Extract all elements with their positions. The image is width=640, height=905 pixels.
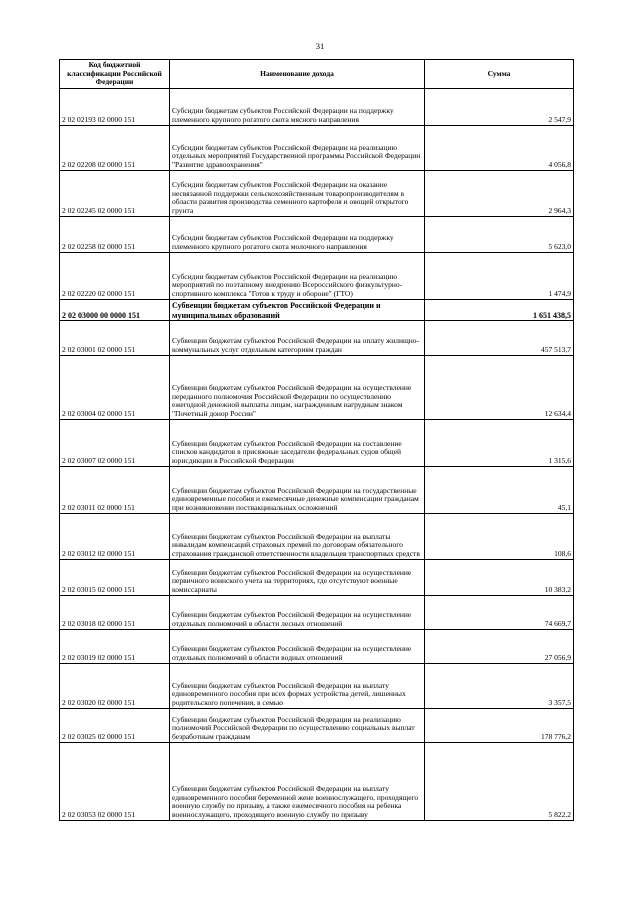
table-row	[60, 253, 574, 300]
income-code: 2 02 03019 02 0000 151	[60, 630, 170, 664]
income-name: Субсидии бюджетам субъектов Российской Федерации на поддержку племенного крупного рогатого скота мясного направления	[170, 89, 425, 126]
table-row	[60, 321, 574, 356]
table-row	[60, 89, 574, 126]
income-code: 2 02 02208 02 0000 151	[60, 126, 170, 171]
income-code: 2 02 03004 02 0000 151	[60, 356, 170, 420]
income-name: Субвенции бюджетам субъектов Российской Федерации на выплаты инвалидам компенсаций страховых премий по договорам обязательного страхования гражданской ответственности владельцев транспортных средств	[170, 514, 425, 560]
income-amount: 108,6	[425, 514, 574, 560]
income-code: 2 02 02193 02 0000 151	[60, 89, 170, 126]
income-code: 2 02 03020 02 0000 151	[60, 664, 170, 709]
table-row	[60, 664, 574, 709]
income-name: Субвенции бюджетам субъектов Российской Федерации на государственные единовременные пособия и ежемесячные денежные компенсации гражданам при возникновении поствакцинальных осложнений	[170, 467, 425, 514]
income-code: 2 02 03018 02 0000 151	[60, 596, 170, 630]
income-name: Субвенции бюджетам субъектов Российской Федерации на осуществление первичного воинского учета на территориях, где отсутствуют военные комиссариаты	[170, 560, 425, 596]
income-amount: 1 651 438,5	[425, 300, 574, 321]
income-code: 2 02 03000 00 0000 151	[60, 300, 170, 321]
income-code: 2 02 03011 02 0000 151	[60, 467, 170, 514]
header-sum: Сумма	[425, 60, 574, 89]
income-name: Субсидии бюджетам субъектов Российской Федерации на поддержку племенного крупного рогатого скота молочного направления	[170, 217, 425, 253]
income-name: Субвенции бюджетам субъектов Российской Федерации на осуществление отдельных полномочий в области лесных отношений	[170, 596, 425, 630]
income-amount: 178 776,2	[425, 709, 574, 743]
table-row	[60, 514, 574, 560]
income-amount: 5 822,2	[425, 743, 574, 821]
income-amount: 1 474,9	[425, 253, 574, 300]
income-code: 2 02 03015 02 0000 151	[60, 560, 170, 596]
income-amount: 45,1	[425, 467, 574, 514]
income-code: 2 02 03025 02 0000 151	[60, 709, 170, 743]
income-code: 2 02 03001 02 0000 151	[60, 321, 170, 356]
table-body	[60, 89, 574, 821]
page-number: 31	[315, 41, 325, 51]
table-header-row	[60, 60, 574, 89]
income-name: Субвенции бюджетам субъектов Российской Федерации на выплату единовременного пособия при всех формах устройства детей, лишенных родительского попечения, в семью	[170, 664, 425, 709]
table-row	[60, 630, 574, 664]
income-code: 2 02 02258 02 0000 151	[60, 217, 170, 253]
table-row	[60, 709, 574, 743]
table-row	[60, 467, 574, 514]
income-amount: 5 623,0	[425, 217, 574, 253]
table-row	[60, 217, 574, 253]
income-amount: 2 964,3	[425, 171, 574, 217]
income-name: Субсидии бюджетам субъектов Российской Федерации на реализацию мероприятий по поэтапному внедрению Всероссийского физкультурно-спортивного комплекса "Готов к труду и обороне" (ГТО)	[170, 253, 425, 300]
income-name: Субвенции бюджетам субъектов Российской Федерации на реализацию полномочий Российской Федерации по осуществлению социальных выплат безработным гражданам	[170, 709, 425, 743]
income-amount: 2 547,9	[425, 89, 574, 126]
income-amount: 1 315,6	[425, 420, 574, 467]
income-code: 2 02 03012 02 0000 151	[60, 514, 170, 560]
income-name: Субвенции бюджетам субъектов Российской Федерации на осуществление переданного полномочия Российской Федерации по осуществлению ежегодной денежной выплаты лицам, награжденным нагрудным знаком "Почетный донор России"	[170, 356, 425, 420]
income-amount: 27 056,9	[425, 630, 574, 664]
income-name: Субсидии бюджетам субъектов Российской Федерации на реализацию отдельных мероприятий Государственной программы Российской Федерации "Развитие здравоохранения"	[170, 126, 425, 171]
income-code: 2 02 03007 02 0000 151	[60, 420, 170, 467]
table-row	[60, 171, 574, 217]
income-amount: 74 669,7	[425, 596, 574, 630]
income-name: Субвенции бюджетам субъектов Российской Федерации на осуществление отдельных полномочий в области водных отношений	[170, 630, 425, 664]
table-row	[60, 743, 574, 821]
table-row	[60, 596, 574, 630]
income-code: 2 02 02245 02 0000 151	[60, 171, 170, 217]
table-row	[60, 126, 574, 171]
table-row	[60, 560, 574, 596]
income-amount: 10 383,2	[425, 560, 574, 596]
income-amount: 457 513,7	[425, 321, 574, 356]
income-code: 2 02 02220 02 0000 151	[60, 253, 170, 300]
table-row	[60, 300, 574, 321]
header-name: Наименование дохода	[170, 60, 425, 89]
income-code: 2 02 03053 02 0000 151	[60, 743, 170, 821]
income-name: Субвенции бюджетам субъектов Российской Федерации на составление списков кандидатов в присяжные заседатели федеральных судов общей юрисдикции в Российской Федерации	[170, 420, 425, 467]
income-amount: 4 056,8	[425, 126, 574, 171]
income-amount: 12 634,4	[425, 356, 574, 420]
table-row	[60, 356, 574, 420]
table-row	[60, 420, 574, 467]
income-name: Субсидии бюджетам субъектов Российской Федерации на оказание несвязанной поддержки сельскохозяйственным товаропроизводителям в области развития производства семенного картофеля и овощей открытого грунта	[170, 171, 425, 217]
header-code: Код бюджетной классификации Российской Федерации	[60, 60, 170, 89]
income-name: Субвенции бюджетам субъектов Российской Федерации на оплату жилищно-коммунальных услуг отдельным категориям граждан	[170, 321, 425, 356]
income-amount: 3 357,5	[425, 664, 574, 709]
income-name: Субвенции бюджетам субъектов Российской Федерации и муниципальных образований	[170, 300, 425, 321]
budget-income-table	[59, 59, 574, 821]
income-name: Субвенции бюджетам субъектов Российской Федерации на выплату единовременного пособия беременной жене военнослужащего, проходящего военную службу по призыву, а также ежемесячного пособия на ребенка военнослужащего, проходящего военную службу по призыву	[170, 743, 425, 821]
